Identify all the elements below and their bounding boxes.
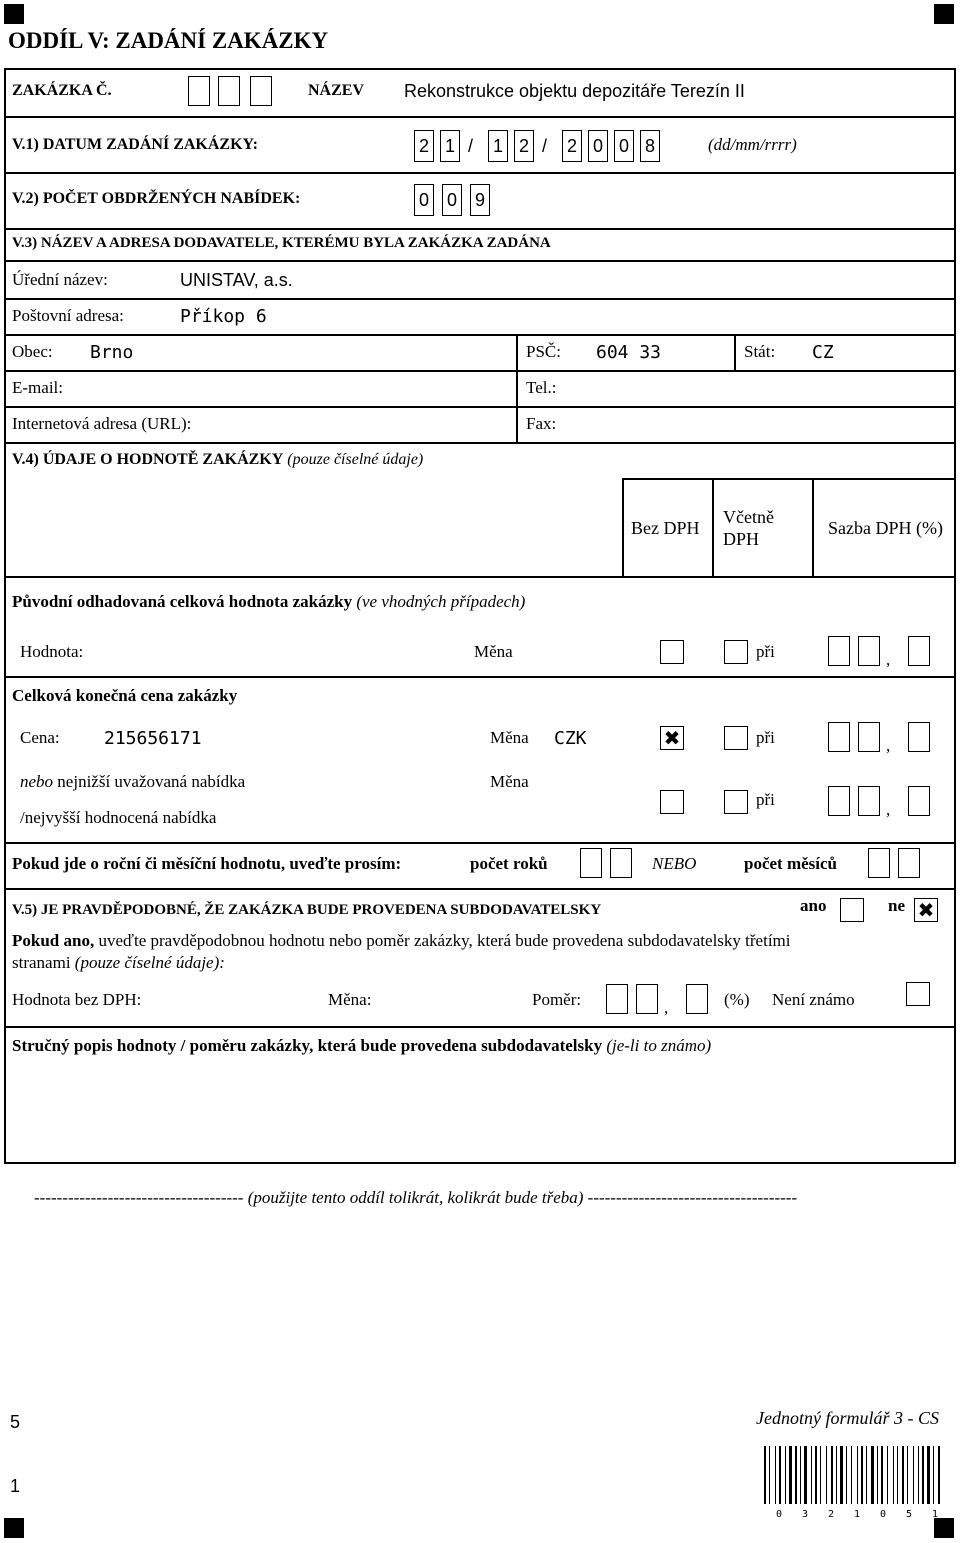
desc-heading [12,1036,711,1056]
date-digit-box[interactable]: 1 [488,130,508,162]
ne-checkbox[interactable]: ✖ [914,898,938,922]
divider [4,1026,954,1028]
city-value: Brno [90,342,134,363]
v2-label: V.2) POČET OBDRŽENÝCH NABÍDEK: [12,190,301,207]
email-label: E-mail: [12,378,63,397]
unknown-checkbox[interactable] [906,982,930,1006]
cena-mena-value: CZK [554,728,587,749]
cena-vcetne-dph-checkbox[interactable] [724,726,748,750]
orig-rate-decimal-box[interactable] [908,636,930,666]
ratio-box[interactable] [636,984,658,1014]
cena-label: Cena: [20,728,60,747]
date-digit-box[interactable]: 0 [614,130,634,162]
barcode-bar [857,1446,858,1504]
contract-name: Rekonstrukce objektu depozitáře Terezín II [404,81,745,101]
months-label: počet měsíců [744,854,838,873]
barcode-bar [785,1446,786,1504]
desc-note: (je-li to známo) [606,1036,712,1055]
v1-label: V.1) DATUM ZADÁNÍ ZAKÁZKY: [12,136,258,153]
desc-title: Stručný popis hodnoty / poměru zakázky, která bude provedena subdodavatelsky [12,1036,603,1055]
divider [4,888,954,890]
divider [4,370,954,372]
date-digit-box[interactable]: 0 [588,130,608,162]
section-title: ODDÍL V: ZADÁNÍ ZAKÁZKY [8,28,329,53]
if-yes-bold: Pokud ano, [12,931,95,950]
date-separator: / [468,136,474,156]
v4-heading [12,451,423,469]
sub-mena-label: Měna: [328,990,372,1009]
psc-value: 604 33 [596,342,662,363]
annual-text: Pokud jde o roční či měsíční hodnotu, uveďte prosím: [12,854,402,873]
barcode-bar [918,1446,919,1504]
country-value: CZ [812,342,834,363]
col-divider [712,478,714,576]
barcode-bar [938,1446,940,1504]
barcode-bar [907,1446,908,1504]
divider-v [516,334,518,442]
col-bez-dph: Bez DPH [631,518,700,538]
offer-rate-box[interactable] [828,786,850,816]
barcode-bar [840,1446,843,1504]
barcode-bar [887,1446,888,1504]
lowest-label: nejnižší uvažovaná nabídka [57,772,246,791]
psc-label: PSČ: [526,342,561,361]
barcode-bar [913,1446,914,1504]
years-box[interactable] [610,848,632,878]
contract-label: ZAKÁZKA Č. [12,82,112,99]
orig-value-title: Původní odhadovaná celková hodnota zakázky [12,592,353,611]
postal-value: Příkop 6 [180,306,267,327]
form-name: Jednotný formulář 3 - CS [756,1408,939,1428]
divider [4,842,954,844]
if-yes-text-line2 [12,952,225,974]
orig-pri-label: při [756,642,775,661]
offer-vcetne-dph-checkbox[interactable] [724,790,748,814]
divider [4,576,954,578]
barcode-digit: 0 [776,1509,783,1520]
barcode-bar [881,1446,883,1504]
barcode-bar [811,1446,812,1504]
barcode-digit: 3 [802,1509,809,1520]
years-box[interactable] [580,848,602,878]
barcode-bar [804,1446,807,1504]
ratio-decimal-box[interactable] [686,984,708,1014]
barcode-bar [789,1446,792,1504]
v3-label: V.3) NÁZEV A ADRESA DODAVATELE, KTERÉMU BYLA ZAKÁZKA ZADÁNA [12,235,551,251]
barcode-bar [927,1446,930,1504]
cena-rate-box[interactable] [828,722,850,752]
barcode-bar [851,1446,852,1504]
v4-label: V.4) ÚDAJE O HODNOTĚ ZAKÁZKY [12,451,284,468]
frame-left [4,68,6,1164]
v5-label: V.5) JE PRAVDĚPODOBNÉ, ŽE ZAKÁZKA BUDE PROVEDENA SUBDODAVATELSKY [12,902,602,918]
sub-value-label: Hodnota bez DPH: [12,990,142,1009]
divider [4,298,954,300]
years-label: počet roků [470,854,548,873]
divider [4,442,954,444]
postal-label: Poštovní adresa: [12,306,124,325]
cena-pri-label: při [756,728,775,747]
orig-value-heading [12,592,525,612]
barcode-bar [922,1446,924,1504]
official-name-label: Úřední název: [12,270,108,289]
repeat-note: ------------------------------------- (použijte tento oddíl tolikrát, kolikrát bude třeba) ------------------------------------- [34,1188,798,1207]
if-yes-text [12,930,932,952]
nebo-label: nebo [20,772,54,791]
orig-rate-box[interactable] [828,636,850,666]
ratio-percent: (%) [724,990,750,1009]
col-sazba-dph: Sazba DPH (%) [828,518,943,538]
divider [4,228,954,230]
barcode-bar [933,1446,934,1504]
corner-mark-bottom-left [4,1518,24,1538]
corner-mark-top-left [4,4,24,24]
barcode-bar [820,1446,821,1504]
hodnota-label: Hodnota: [20,642,84,661]
barcode-bar [800,1446,801,1504]
orig-value-note: (ve vhodných případech) [356,592,526,611]
offer-pri-label: při [756,790,775,809]
cena-bez-dph-checkbox[interactable]: ✖ [660,726,684,750]
barcode-bar [871,1446,874,1504]
orig-mena-label: Měna [474,642,513,661]
unknown-label: Není známo [772,990,855,1009]
page-number: 5 [10,1412,21,1432]
contract-digit-box[interactable] [250,76,272,106]
highest-offer-label: /nejvyšší hodnocená nabídka [20,808,217,827]
date-format-hint: (dd/mm/rrrr) [708,135,797,154]
barcode-bar [826,1446,827,1504]
url-label: Internetová adresa (URL): [12,414,192,433]
if-yes-body2: stranami [12,953,71,972]
orig-vcetne-dph-checkbox[interactable] [724,640,748,664]
date-digit-box[interactable]: 2 [562,130,582,162]
barcode-digit: 1 [854,1509,861,1520]
col-divider [622,478,624,576]
barcode-bar [877,1446,878,1504]
months-box[interactable] [868,848,890,878]
orig-rate-box[interactable] [858,636,880,666]
divider-v [734,334,736,370]
divider [4,116,954,118]
col-divider [812,478,814,576]
cena-rate-decimal-box[interactable] [908,722,930,752]
barcode-bar [893,1446,894,1504]
final-price-title: Celková konečná cena zakázky [12,686,238,705]
corner-mark-bottom-right [934,1518,954,1538]
divider [4,68,954,70]
barcode-bar [764,1446,766,1504]
barcode [762,1446,948,1520]
months-box[interactable] [898,848,920,878]
barcode-bar [831,1446,833,1504]
ano-label: ano [800,896,827,915]
barcode-digit: 0 [880,1509,887,1520]
contract-digit-box[interactable] [218,76,240,106]
divider [4,172,954,174]
divider [4,334,954,336]
barcode-bar [815,1446,817,1504]
divider [4,1162,954,1164]
ne-label: ne [888,896,905,915]
if-yes-body: uveďte pravděpodobnou hodnotu nebo poměr zakázky, která bude provedena subdodavatelsky třetími [98,931,791,950]
barcode-bar [795,1446,797,1504]
offer-mena-label: Měna [490,772,529,791]
date-digit-box[interactable]: 2 [514,130,534,162]
ano-checkbox[interactable] [840,898,864,922]
ratio-box[interactable] [606,984,628,1014]
offer-count-digit-box[interactable]: 0 [442,184,462,216]
barcode-bar [866,1446,867,1504]
date-digit-box[interactable]: 8 [640,130,660,162]
barcode-digit: 5 [906,1509,913,1520]
orig-bez-dph-checkbox[interactable] [660,640,684,664]
barcode-bar [897,1446,898,1504]
lowest-offer-label [20,772,245,792]
divider [4,260,954,262]
orig-comma: , [886,650,891,669]
offer-count-digit-box[interactable]: 0 [414,184,434,216]
divider [4,676,954,678]
date-digit-box[interactable]: 2 [414,130,434,162]
col-vcetne-dph-1: Včetně [723,507,774,527]
corner-mark-top-right [934,4,954,24]
barcode-bar [846,1446,847,1504]
barcode-bar [836,1446,837,1504]
or-label: NEBO [652,854,697,873]
offer-rate-box[interactable] [858,786,880,816]
date-separator: / [542,136,548,156]
barcode-bar [769,1446,770,1504]
page-number-2: 1 [10,1476,21,1496]
barcode-digit: 2 [828,1509,835,1520]
divider [4,406,954,408]
barcode-bar [902,1446,904,1504]
if-yes-note: (pouze číselné údaje): [74,953,225,972]
tel-label: Tel.: [526,378,557,397]
country-label: Stát: [744,342,776,361]
barcode-bar [861,1446,863,1504]
offer-comma: , [886,800,891,819]
frame-right [954,68,956,1164]
col-header-top [622,478,954,480]
fax-label: Fax: [526,414,557,433]
contract-name-label: NÁZEV [308,82,365,99]
cena-value: 215656171 [104,728,202,749]
date-digit-box[interactable]: 1 [440,130,460,162]
barcode-bar [779,1446,781,1504]
cena-mena-label: Měna [490,728,529,747]
v4-label-note: (pouze číselné údaje) [287,451,424,468]
contract-digit-box[interactable] [188,76,210,106]
cena-comma: , [886,736,891,755]
col-vcetne-dph-2: DPH [723,529,760,549]
barcode-digit: 1 [932,1509,939,1520]
sub-ratio-label: Poměr: [532,990,582,1009]
barcode-bar [775,1446,776,1504]
offer-rate-decimal-box[interactable] [908,786,930,816]
city-label: Obec: [12,342,53,361]
official-name-value: UNISTAV, a.s. [180,270,293,290]
offer-count-digit-box[interactable]: 9 [470,184,490,216]
offer-bez-dph-checkbox[interactable] [660,790,684,814]
ratio-comma: , [664,998,669,1017]
cena-rate-box[interactable] [858,722,880,752]
